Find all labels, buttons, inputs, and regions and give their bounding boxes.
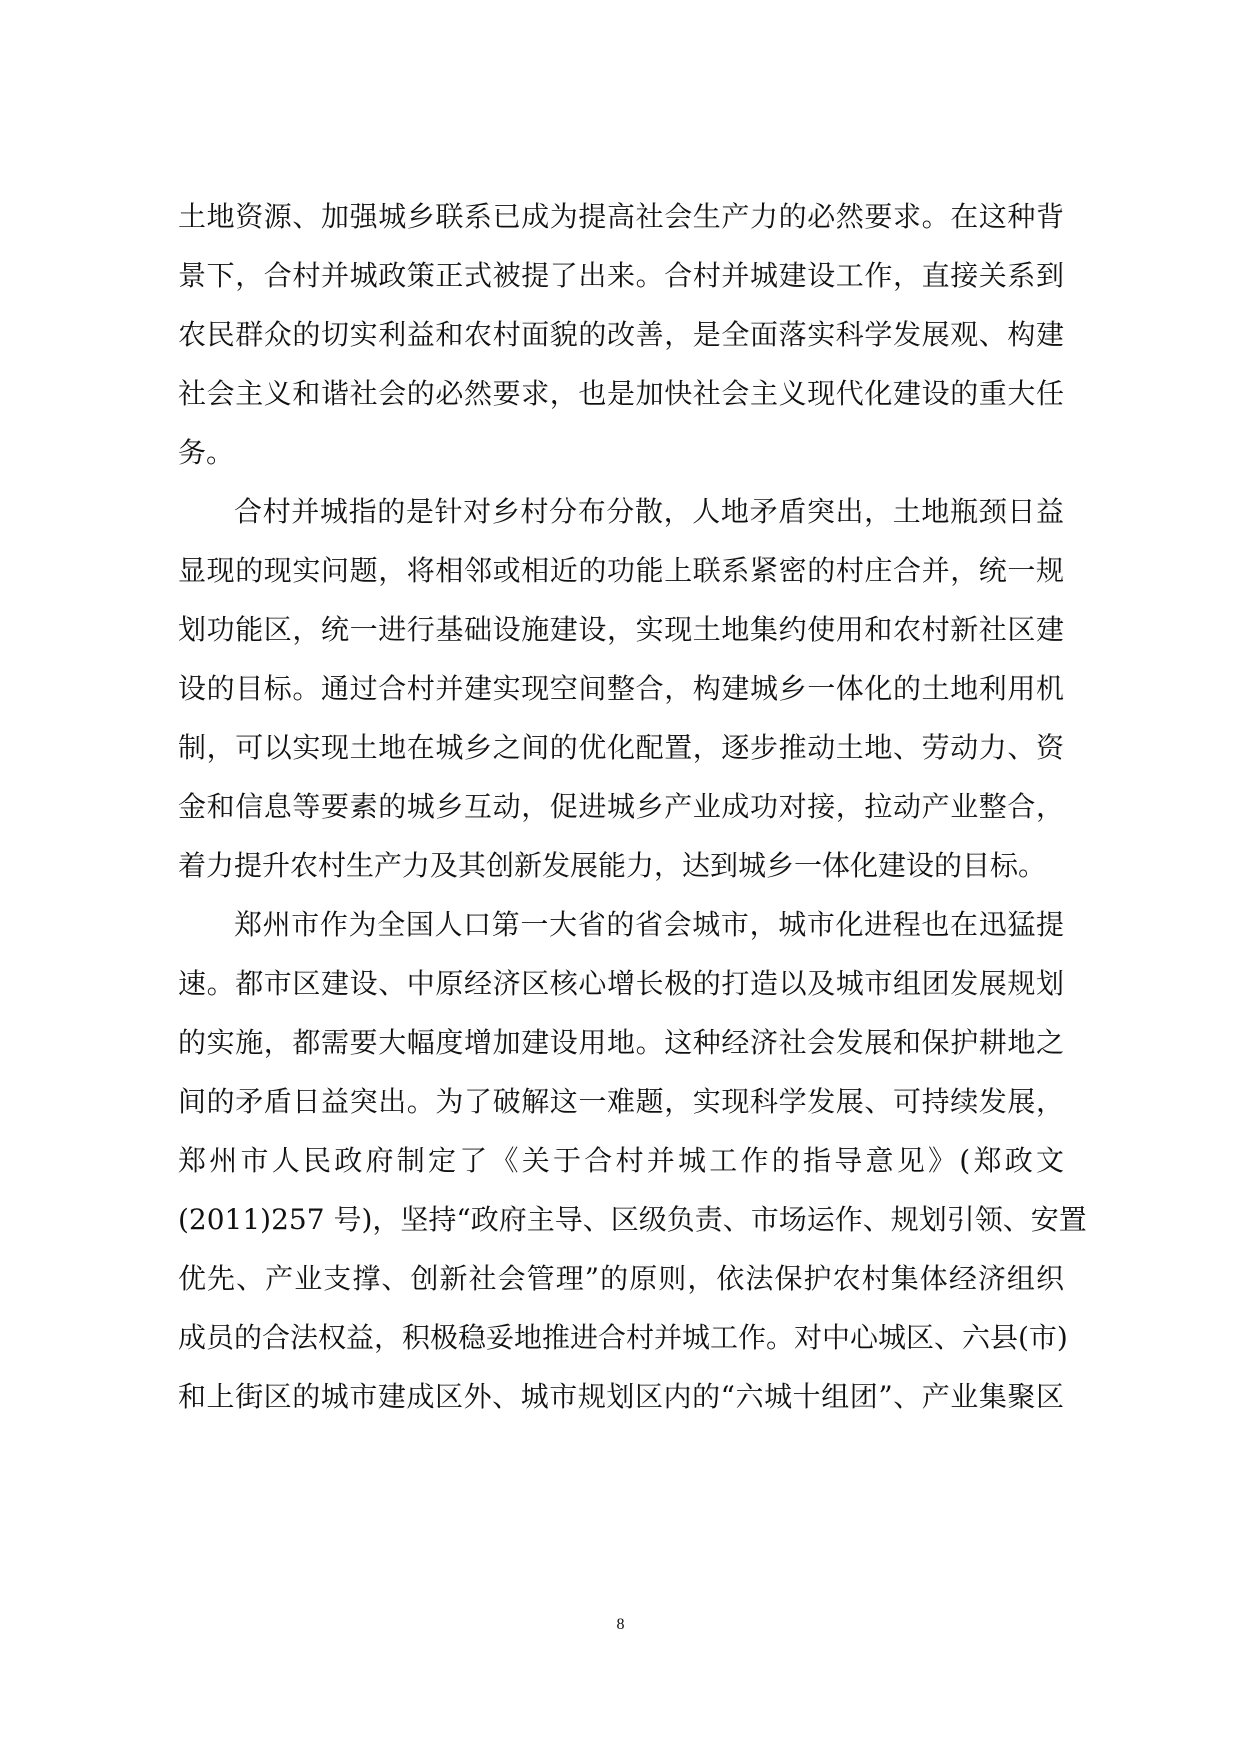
text-line: 土地资源、加强城乡联系已成为提高社会生产力的必然要求。在这种背 [178,200,1064,233]
text-line: (2011)257 号)，坚持“政府主导、区级负责、市场运作、规划引领、安置 [178,1203,1087,1236]
text-line: 成员的合法权益，积极稳妥地推进合村并城工作。对中心城区、六县(市) [178,1321,1068,1354]
text-line: 郑州市人民政府制定了《关于合村并城工作的指导意见》(郑政文 [178,1144,1064,1177]
text-line: 景下，合村并城政策正式被提了出来。合村并城建设工作，直接关系到 [178,259,1064,292]
text-line: 设的目标。通过合村并建实现空间整合，构建城乡一体化的土地利用机 [178,672,1064,705]
text-line: 务。 [178,436,235,469]
text-line: 和上街区的城市建成区外、城市规划区内的“六城十组团”、产业集聚区 [178,1380,1064,1413]
text-line: 社会主义和谐社会的必然要求，也是加快社会主义现代化建设的重大任 [178,377,1064,410]
paragraph-first-line: 合村并城指的是针对乡村分布分散，人地矛盾突出，土地瓶颈日益 [234,495,1064,528]
text-line: 制，可以实现土地在城乡之间的优化配置，逐步推动土地、劳动力、资 [178,731,1064,764]
text-line: 间的矛盾日益突出。为了破解这一难题，实现科学发展、可持续发展， [178,1085,1064,1118]
text-line: 优先、产业支撑、创新社会管理”的原则，依法保护农村集体经济组织 [178,1262,1064,1295]
text-line: 划功能区，统一进行基础设施建设，实现土地集约使用和农村新社区建 [178,613,1064,646]
text-line: 农民群众的切实利益和农村面貌的改善，是全面落实科学发展观、构建 [178,318,1064,351]
text-line: 显现的现实问题，将相邻或相近的功能上联系紧密的村庄合并，统一规 [178,554,1064,587]
text-line: 的实施，都需要大幅度增加建设用地。这种经济社会发展和保护耕地之 [178,1026,1064,1059]
text-line: 速。都市区建设、中原经济区核心增长极的打造以及城市组团发展规划 [178,967,1064,1000]
body-text [178,187,1087,1426]
text-line: 着力提升农村生产力及其创新发展能力，达到城乡一体化建设的目标。 [178,849,1047,882]
text-line: 金和信息等要素的城乡互动，促进城乡产业成功对接，拉动产业整合， [178,790,1064,823]
page-number: 8 [616,1616,625,1633]
paragraph-first-line: 郑州市作为全国人口第一大省的省会城市，城市化进程也在迅猛提 [234,908,1064,941]
